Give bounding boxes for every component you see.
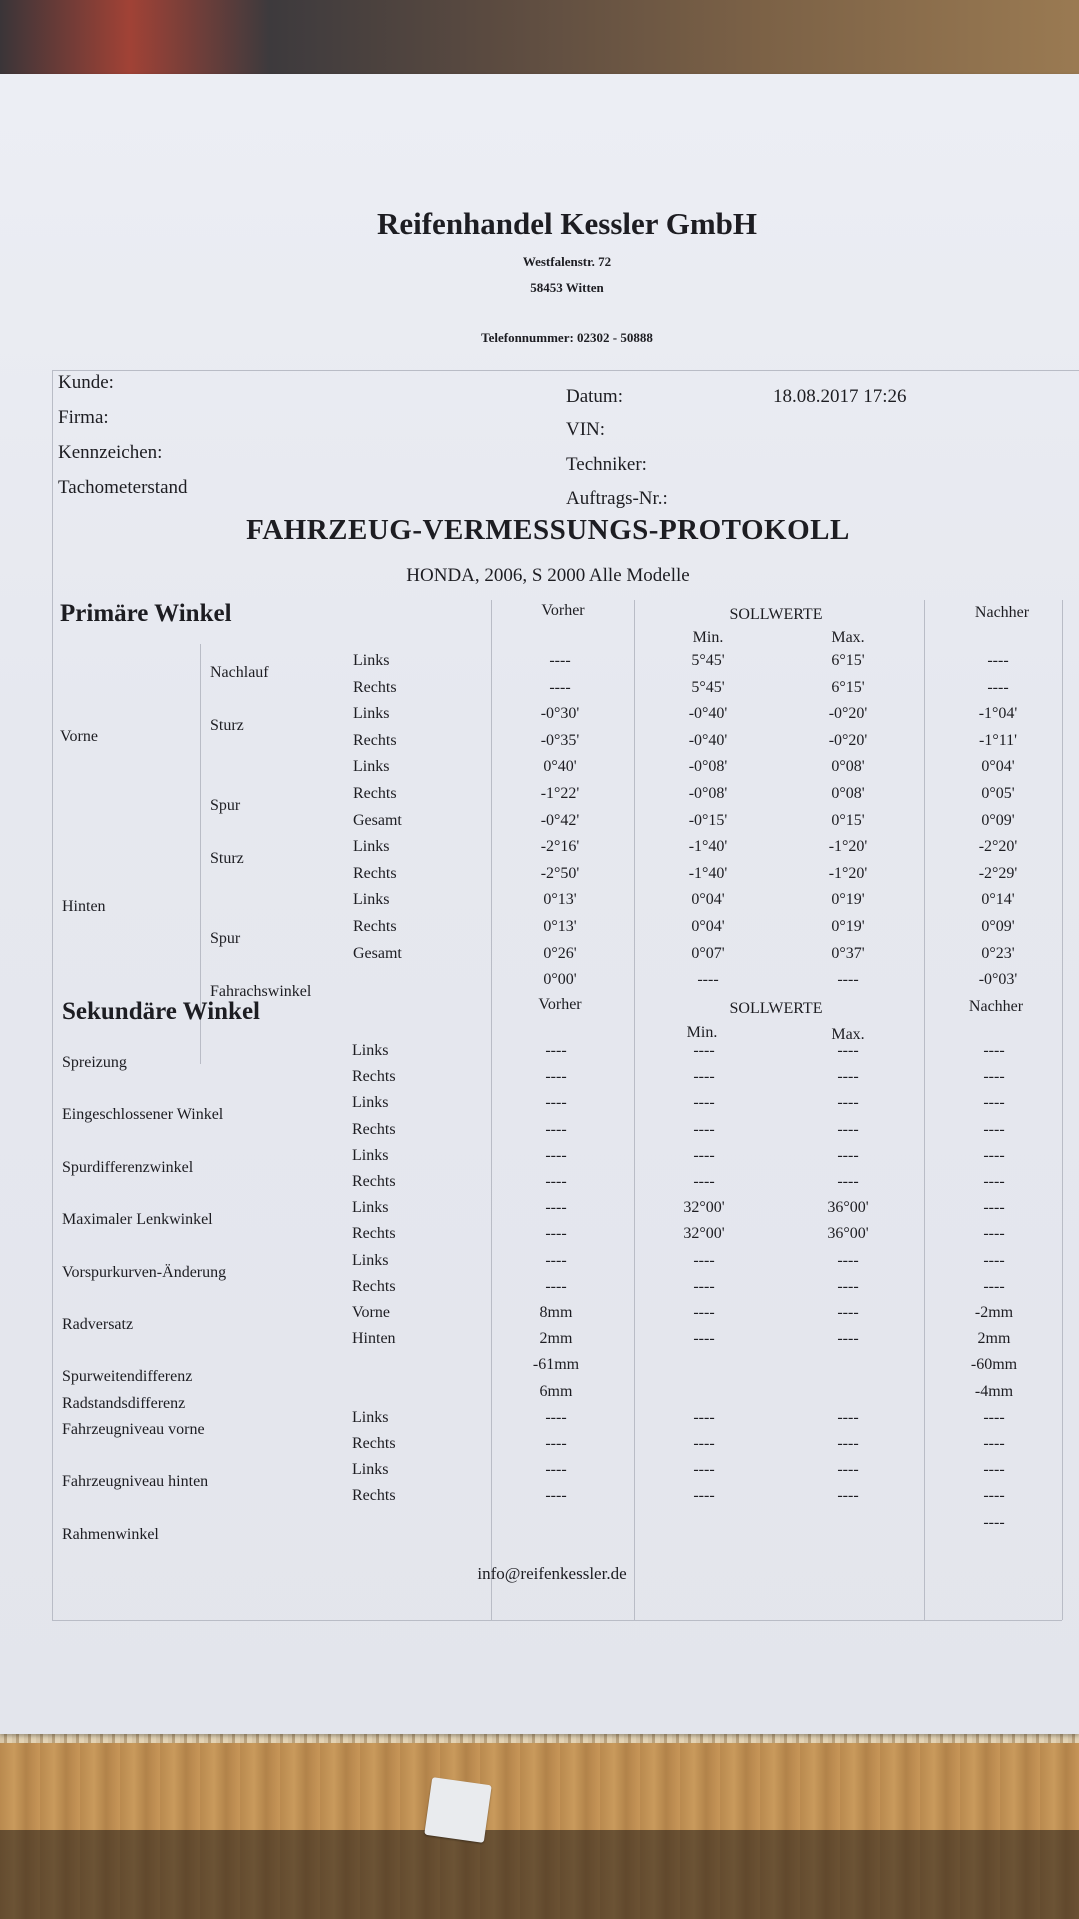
- company-street: Westfalenstr. 72: [522, 254, 612, 269]
- label-techniker: Techniker:: [566, 454, 647, 475]
- row-max: 6°15': [831, 678, 865, 696]
- row-min: -0°40': [688, 705, 728, 723]
- row-side: Links: [352, 1251, 389, 1269]
- row-max: ----: [837, 1487, 859, 1505]
- secondary-col-min: Min.: [686, 1024, 718, 1041]
- row-nachher: 0°14': [981, 891, 1015, 909]
- row-min: -0°08': [688, 785, 728, 802]
- row-max: ----: [837, 971, 859, 989]
- group-vorne: Vorne: [60, 728, 98, 745]
- row-side: Links: [353, 891, 390, 909]
- row-vorher: ----: [545, 1277, 567, 1295]
- row-nachher: ----: [983, 1487, 1005, 1505]
- row-name: Spreizung: [62, 1054, 127, 1071]
- row-vorher: 2mm: [539, 1330, 573, 1348]
- row-max: 0°08': [831, 758, 865, 776]
- row-min: ----: [693, 1304, 715, 1321]
- label-tachometerstand: Tachometerstand: [58, 477, 188, 498]
- row-max: 36°00': [827, 1199, 869, 1217]
- row-name: Nachlauf: [210, 664, 269, 681]
- label-kennzeichen: Kennzeichen:: [58, 442, 163, 463]
- row-min: 0°04': [691, 891, 725, 909]
- row-name: Fahrachswinkel: [210, 983, 312, 1001]
- row-side: Rechts: [353, 864, 397, 882]
- row-max: ----: [837, 1146, 859, 1164]
- row-min: ----: [693, 1435, 715, 1452]
- row-side: Links: [352, 1042, 389, 1059]
- row-name: Fahrzeugniveau hinten: [62, 1473, 209, 1491]
- row-nachher: ----: [983, 1120, 1005, 1138]
- row-max: 0°08': [831, 785, 865, 802]
- row-nachher: ----: [983, 1277, 1005, 1295]
- row-nachher: -2°20': [978, 838, 1018, 856]
- table-left-border: [52, 370, 53, 1620]
- row-vorher: -61mm: [532, 1356, 580, 1374]
- row-name: Radversatz: [62, 1316, 134, 1333]
- row-nachher: -2mm: [974, 1304, 1014, 1321]
- row-vorher: ----: [545, 1461, 567, 1479]
- row-vorher: ----: [545, 1251, 567, 1269]
- row-vorher: -0°30': [540, 705, 580, 723]
- row-max: 0°15': [831, 811, 865, 829]
- row-nachher: ----: [983, 1094, 1005, 1112]
- row-min: 5°45': [691, 678, 725, 696]
- primary-heading: Primäre Winkel: [60, 600, 232, 627]
- row-nachher: 0°09': [981, 811, 1015, 829]
- row-side: Links: [353, 652, 390, 669]
- row-nachher: -4mm: [974, 1382, 1014, 1400]
- row-min: ----: [693, 1330, 715, 1348]
- row-name: Maximaler Lenkwinkel: [62, 1211, 213, 1229]
- row-nachher: 0°04': [981, 758, 1015, 776]
- row-vorher: 0°40': [543, 758, 577, 776]
- row-nachher: -1°11': [978, 731, 1018, 749]
- company-name: Reifenhandel Kessler GmbH: [376, 206, 758, 241]
- row-vorher: ----: [545, 1225, 567, 1243]
- background-top: [0, 0, 1079, 80]
- row-min: ----: [693, 1146, 715, 1164]
- row-nachher: ----: [983, 1461, 1005, 1479]
- row-side: Links: [352, 1199, 389, 1217]
- col-divider-2: [634, 600, 635, 1620]
- row-min: ----: [693, 1487, 715, 1505]
- row-vorher: ----: [545, 1199, 567, 1217]
- row-nachher: 0°09': [981, 918, 1015, 935]
- row-vorher: ----: [545, 1173, 567, 1190]
- row-min: 0°04': [691, 918, 725, 935]
- row-side: Rechts: [352, 1225, 396, 1243]
- primary-col-min: Min.: [692, 629, 724, 646]
- row-max: -1°20': [828, 864, 868, 882]
- label-auftrags-nr: Auftrags-Nr.:: [566, 488, 668, 509]
- row-max: ----: [837, 1094, 859, 1112]
- row-name: Eingeschlossener Winkel: [62, 1106, 224, 1124]
- secondary-col-sollwerte: SOLLWERTE: [729, 1000, 823, 1017]
- company-phone: Telefonnummer: 02302 - 50888: [481, 330, 653, 345]
- row-max: ----: [837, 1435, 859, 1452]
- row-name: Radstandsdifferenz: [62, 1394, 186, 1412]
- row-side: Rechts: [353, 785, 397, 802]
- row-min: -0°40': [688, 731, 728, 749]
- row-nachher: ----: [983, 1146, 1005, 1164]
- row-min: ----: [693, 1068, 715, 1086]
- row-name: Sturz: [210, 850, 244, 868]
- row-max: ----: [837, 1408, 859, 1426]
- row-nachher: ----: [983, 1408, 1005, 1426]
- row-max: ----: [837, 1120, 859, 1138]
- protocol-sheet: [0, 74, 1079, 1734]
- row-side: Hinten: [352, 1330, 396, 1348]
- vehicle-model: HONDA, 2006, S 2000 Alle Modelle: [406, 565, 690, 586]
- row-vorher: -2°16': [540, 838, 580, 856]
- row-side: Rechts: [352, 1277, 396, 1295]
- row-side: Rechts: [353, 731, 397, 749]
- row-min: ----: [693, 1277, 715, 1295]
- col-divider-4: [1062, 600, 1063, 1620]
- row-max: ----: [837, 1304, 859, 1321]
- row-side: Gesamt: [353, 811, 402, 829]
- row-max: -0°20': [828, 731, 868, 749]
- col-divider-3: [924, 600, 925, 1620]
- row-name: Spur: [210, 797, 241, 814]
- row-name: Fahrzeugniveau vorne: [62, 1420, 205, 1438]
- primary-col-nachher: Nachher: [974, 604, 1030, 621]
- row-vorher: ----: [545, 1094, 567, 1112]
- row-max: 0°19': [831, 918, 865, 935]
- row-vorher: ----: [549, 652, 571, 669]
- row-min: 0°07': [691, 944, 725, 962]
- row-side: Rechts: [352, 1173, 396, 1190]
- datum-value: 18.08.2017 17:26: [773, 386, 907, 407]
- row-min: -0°15': [688, 811, 728, 829]
- row-vorher: 0°26': [543, 944, 577, 962]
- company-city: 58453 Witten: [530, 280, 604, 295]
- row-nachher: ----: [983, 1199, 1005, 1217]
- row-max: ----: [837, 1173, 859, 1190]
- row-nachher: -0°03': [978, 971, 1018, 989]
- secondary-col-max: Max.: [831, 1026, 865, 1043]
- row-vorher: -0°35': [540, 731, 580, 749]
- row-side: Links: [352, 1146, 389, 1164]
- header-divider: [52, 370, 1079, 371]
- group-hinten: Hinten: [62, 898, 106, 915]
- row-nachher: ----: [987, 678, 1009, 696]
- row-min: ----: [693, 1251, 715, 1269]
- row-min: ----: [693, 1042, 715, 1059]
- row-max: ----: [837, 1330, 859, 1348]
- row-min: ----: [693, 1408, 715, 1426]
- row-max: 0°37': [831, 944, 865, 962]
- row-vorher: 0°00': [543, 971, 577, 989]
- row-side: Rechts: [352, 1120, 396, 1138]
- row-nachher: 2mm: [977, 1330, 1011, 1348]
- label-kunde: Kunde:: [58, 372, 114, 393]
- row-side: Rechts: [352, 1068, 396, 1086]
- row-vorher: ----: [545, 1068, 567, 1086]
- row-name: Spurdifferenzwinkel: [62, 1158, 194, 1176]
- row-name: Vorspurkurven-Änderung: [62, 1263, 227, 1281]
- row-nachher: -60mm: [970, 1356, 1018, 1374]
- row-side: Rechts: [352, 1487, 396, 1505]
- row-nachher: -1°04': [978, 705, 1018, 723]
- row-vorher: -2°50': [540, 864, 580, 882]
- row-name: Rahmenwinkel: [62, 1525, 159, 1543]
- paper-clip: [424, 1777, 491, 1843]
- row-max: ----: [837, 1042, 859, 1059]
- row-max: 36°00': [827, 1225, 869, 1243]
- row-vorher: 0°13': [543, 891, 577, 909]
- row-vorher: ----: [545, 1120, 567, 1138]
- row-min: ----: [693, 1173, 715, 1190]
- row-min: -1°40': [688, 838, 728, 856]
- row-nachher: ----: [983, 1251, 1005, 1269]
- row-max: 6°15': [831, 652, 865, 669]
- row-nachher: 0°23': [981, 944, 1015, 962]
- row-max: ----: [837, 1277, 859, 1295]
- row-max: ----: [837, 1251, 859, 1269]
- row-side: Links: [352, 1408, 389, 1426]
- row-name: Sturz: [210, 717, 244, 735]
- col-divider-1: [491, 600, 492, 1620]
- row-side: Rechts: [353, 678, 397, 696]
- row-side: Links: [353, 758, 390, 776]
- row-side: Links: [352, 1461, 389, 1479]
- row-vorher: 8mm: [539, 1304, 573, 1321]
- row-max: -1°20': [828, 838, 868, 856]
- row-vorher: ----: [545, 1042, 567, 1059]
- row-nachher: ----: [983, 1513, 1005, 1531]
- row-min: -0°08': [688, 758, 728, 776]
- row-name: Spurweitendifferenz: [62, 1368, 193, 1386]
- secondary-col-vorher: Vorher: [538, 996, 582, 1013]
- row-min: ----: [693, 1120, 715, 1138]
- label-firma: Firma:: [58, 407, 109, 428]
- row-vorher: -1°22': [540, 785, 580, 802]
- row-vorher: 6mm: [539, 1382, 573, 1400]
- primary-col-sollwerte: SOLLWERTE: [729, 606, 823, 623]
- table-bottom-border: [52, 1620, 1062, 1621]
- row-side: Rechts: [352, 1435, 396, 1452]
- secondary-heading: Sekundäre Winkel: [62, 998, 260, 1025]
- row-nachher: ----: [983, 1173, 1005, 1190]
- row-min: 32°00': [683, 1199, 725, 1217]
- row-min: -1°40': [688, 864, 728, 882]
- row-side: Links: [353, 838, 390, 856]
- row-min: ----: [697, 971, 719, 989]
- secondary-col-nachher: Nachher: [968, 998, 1024, 1015]
- row-side: Vorne: [352, 1304, 390, 1321]
- row-nachher: ----: [987, 652, 1009, 669]
- row-vorher: ----: [545, 1487, 567, 1505]
- row-side: Links: [353, 705, 390, 723]
- protocol-title: FAHRZEUG-VERMESSUNGS-PROTOKOLL: [246, 514, 850, 546]
- row-vorher: 0°13': [543, 918, 577, 935]
- row-side: Gesamt: [353, 944, 402, 962]
- row-max: 0°19': [831, 891, 865, 909]
- row-min: 32°00': [683, 1225, 725, 1243]
- row-vorher: ----: [545, 1146, 567, 1164]
- row-vorher: -0°42': [540, 811, 580, 829]
- shadow-area: [0, 1830, 1079, 1919]
- row-vorher: ----: [549, 678, 571, 696]
- primary-col-vorher: Vorher: [541, 602, 585, 619]
- primary-col-max: Max.: [831, 629, 865, 646]
- footer-email: info@reifenkessler.de: [477, 1564, 627, 1583]
- row-nachher: ----: [983, 1435, 1005, 1452]
- row-nachher: ----: [983, 1225, 1005, 1243]
- row-name: Spur: [210, 930, 241, 947]
- row-max: ----: [837, 1068, 859, 1086]
- row-side: Links: [352, 1094, 389, 1112]
- row-nachher: ----: [983, 1068, 1005, 1086]
- row-nachher: ----: [983, 1042, 1005, 1059]
- label-vin: VIN:: [566, 419, 606, 440]
- row-nachher: -2°29': [978, 864, 1018, 882]
- row-min: ----: [693, 1461, 715, 1479]
- row-min: ----: [693, 1094, 715, 1112]
- row-nachher: 0°05': [981, 785, 1015, 802]
- row-vorher: ----: [545, 1408, 567, 1426]
- row-vorher: ----: [545, 1435, 567, 1452]
- label-datum: Datum:: [566, 386, 623, 407]
- row-max: -0°20': [828, 705, 868, 723]
- row-side: Rechts: [353, 918, 397, 935]
- row-min: 5°45': [691, 652, 725, 669]
- row-max: ----: [837, 1461, 859, 1479]
